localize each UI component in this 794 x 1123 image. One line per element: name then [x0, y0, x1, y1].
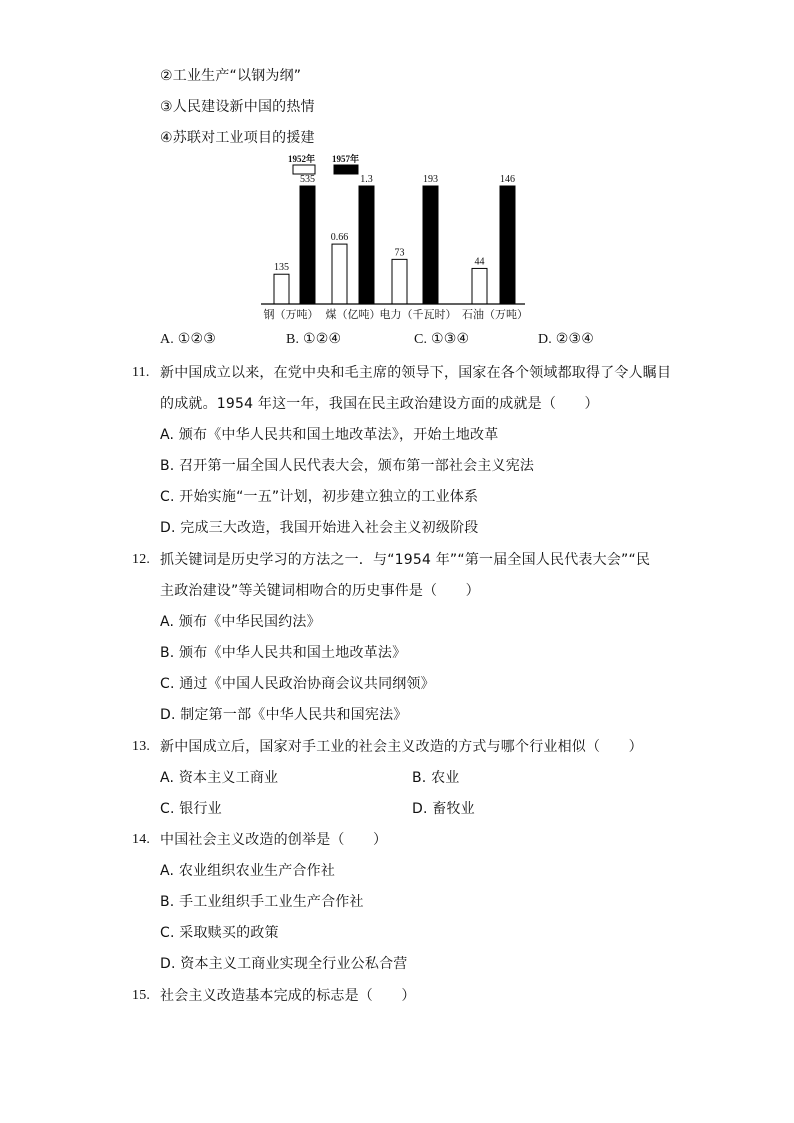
value-label-steel-1957: 535	[300, 174, 315, 185]
q14-option-a[interactable]: A. 农业组织农业生产合作社	[160, 863, 336, 879]
bar-oil-1957	[500, 186, 515, 304]
bar-oil-1952	[472, 268, 487, 304]
bar-coal-1957	[359, 186, 374, 304]
q11-option-c[interactable]: C. 开始实施“一五”计划，初步建立独立的工业体系	[160, 489, 479, 505]
category-label-coal: 煤（亿吨）	[325, 308, 381, 321]
legend-label-1952: 1952年	[288, 154, 316, 164]
q12-option-a[interactable]: A. 颁布《中华民国约法》	[160, 614, 321, 630]
q11-option-a[interactable]: A. 颁布《中华人民共和国土地改革法》，开始土地改革	[160, 427, 499, 443]
q11-stem-line2: 的成就。1954 年这一年，我国在民主政治建设方面的成就是（ ）	[160, 396, 599, 412]
value-label-power-1957: 193	[423, 174, 438, 185]
q14-number: 14.	[132, 832, 151, 847]
q12-option-d[interactable]: D. 制定第一部《中华人民共和国宪法》	[160, 707, 408, 723]
value-label-coal-1957: 1.3	[360, 174, 373, 185]
q14-option-c[interactable]: C. 采取赎买的政策	[160, 925, 279, 941]
value-label-steel-1952: 135	[274, 262, 289, 274]
q15-stem: 社会主义改造基本完成的标志是（ ）	[160, 988, 416, 1004]
statement-2: ②工业生产“以钢为纲”	[160, 68, 302, 84]
q12-option-c[interactable]: C. 通过《中国人民政治协商会议共同纲领》	[160, 676, 435, 692]
q12-option-b[interactable]: B. 颁布《中华人民共和国土地改革法》	[160, 645, 407, 661]
q11-option-d[interactable]: D. 完成三大改造，我国开始进入社会主义初级阶段	[160, 520, 479, 536]
q10-option-c[interactable]: C. ①③④	[414, 332, 470, 347]
value-label-oil-1952: 44	[474, 256, 485, 268]
category-label-oil: 石油（万吨）	[462, 308, 528, 321]
statement-3: ③人民建设新中国的热情	[160, 99, 315, 115]
q13-stem: 新中国成立后，国家对手工业的社会主义改造的方式与哪个行业相似（ ）	[160, 739, 643, 755]
q13-option-d[interactable]: D. 畜牧业	[412, 801, 475, 817]
legend-swatch-1952	[293, 165, 315, 174]
bar-steel-1952	[274, 274, 289, 304]
bar-power-1952	[392, 259, 407, 304]
q11-option-b[interactable]: B. 召开第一届全国人民代表大会，颁布第一部社会主义宪法	[160, 458, 535, 474]
q13-option-c[interactable]: C. 银行业	[160, 801, 222, 817]
q10-option-d[interactable]: D. ②③④	[538, 332, 594, 347]
q15-number: 15.	[132, 988, 151, 1003]
value-label-power-1952: 73	[394, 247, 405, 259]
q13-number: 13.	[132, 739, 151, 754]
q13-option-b[interactable]: B. 农业	[412, 770, 460, 786]
q14-option-b[interactable]: B. 手工业组织手工业生产合作社	[160, 894, 364, 910]
q11-stem-line1: 新中国成立以来，在党中央和毛主席的领导下，国家在各个领域都取得了令人瞩目	[160, 365, 672, 381]
bar-power-1957	[423, 186, 438, 304]
bar-coal-1952	[332, 244, 347, 304]
q14-option-d[interactable]: D. 资本主义工商业实现全行业公私合营	[160, 956, 408, 972]
q12-stem-line2: 主政治建设”等关键词相吻合的历史事件是（ ）	[160, 583, 480, 599]
q12-number: 12.	[132, 552, 151, 567]
q12-stem-line1: 抓关键词是历史学习的方法之一．与“1954 年”“第一届全国人民代表大会”“民	[160, 552, 651, 568]
legend-label-1957: 1957年	[332, 154, 360, 164]
q11-number: 11.	[132, 365, 150, 380]
legend-swatch-1957	[334, 165, 358, 174]
production-bar-chart	[255, 148, 545, 326]
q13-option-a[interactable]: A. 资本主义工商业	[160, 770, 279, 786]
value-label-oil-1957: 146	[500, 174, 515, 185]
q10-option-a[interactable]: A. ①②③	[160, 332, 216, 347]
q10-option-b[interactable]: B. ①②④	[286, 332, 342, 347]
category-label-steel: 钢（万吨）	[263, 308, 319, 321]
value-label-coal-1952: 0.66	[330, 232, 349, 244]
q14-stem: 中国社会主义改造的创举是（ ）	[160, 832, 388, 848]
bar-steel-1957	[300, 186, 315, 304]
statement-4: ④苏联对工业项目的援建	[160, 130, 315, 146]
category-label-power: 电力（千瓦时）	[379, 308, 457, 321]
